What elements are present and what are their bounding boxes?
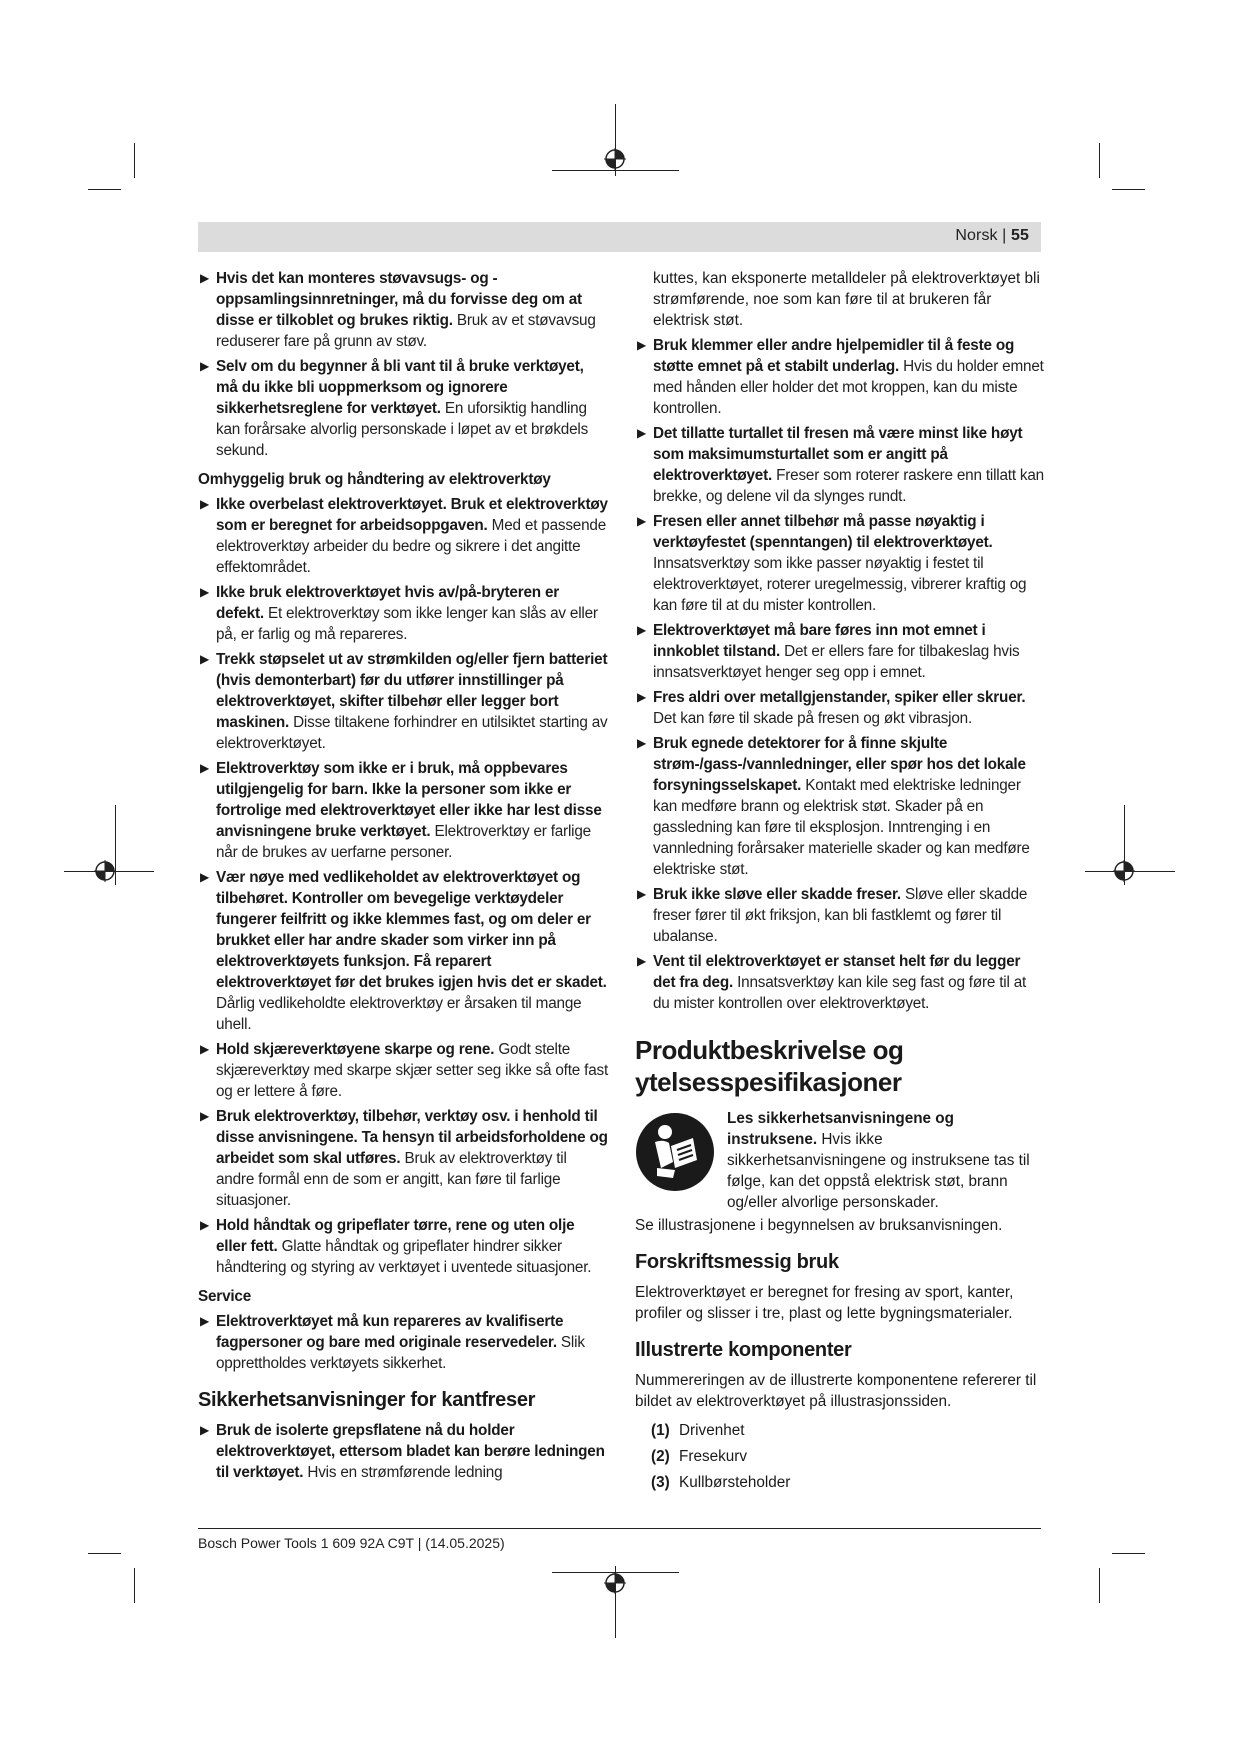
safety-item — [198, 1420, 608, 1483]
safety-item — [635, 951, 1045, 1014]
crop-mark — [1099, 143, 1100, 178]
item-text: Godt stelte skjæreverktøy med skarpe skjær setter seg ikke så ofte fast og er lettere å føre. — [216, 1041, 608, 1100]
registration-line — [552, 170, 679, 171]
item-bold: Ikke overbelast elektroverktøyet. Bruk et elektroverktøy som er beregnet for arbeidsoppgaven. — [216, 496, 608, 534]
bullet-triangle-icon: ▶ — [200, 1218, 210, 1232]
crop-mark — [88, 1553, 121, 1554]
crop-mark — [1099, 1568, 1100, 1603]
safety-warning-block — [635, 1108, 1045, 1213]
bullet-triangle-icon: ▶ — [200, 271, 210, 285]
page-header — [198, 222, 1041, 252]
bullet-triangle-icon: ▶ — [200, 359, 210, 373]
main-heading: Produktbeskrivelse og ytelsesspesifikasjoner — [635, 1035, 904, 1097]
component-number: (1) — [651, 1422, 670, 1439]
item-bold: Bruk ikke sløve eller skadde freser. — [653, 886, 901, 903]
safety-item — [635, 733, 1045, 880]
component-number: (3) — [651, 1474, 670, 1491]
bullet-triangle-icon: ▶ — [637, 736, 647, 750]
crop-mark — [134, 143, 135, 178]
item-text: Disse tiltakene forhindrer en utilsiktet starting av elektroverktøyet. — [216, 714, 608, 752]
item-text: Kontakt med elektriske ledninger kan medføre brann og elektrisk støt. Skader på en gassledning kan føre til eksplosjon. Inntrenging i en vannledning forårsaker materielle skader og kan medføre elektriske støt. — [653, 777, 1030, 878]
registration-target-icon — [604, 148, 626, 170]
bullet-triangle-icon: ▶ — [637, 338, 647, 352]
item-text: Glatte håndtak og gripeflater hindrer sikker håndtering og styring av verktøyet i uventede situasjoner. — [216, 1238, 592, 1276]
item-text: Sløve eller skadde freser fører til økt friksjon, kan bli fastklemt og fører til ubalanse. — [653, 886, 1028, 945]
bullet-triangle-icon: ▶ — [200, 1314, 210, 1328]
item-text: Bruk av elektroverktøy til andre formål enn de som er angitt, kan føre til farlige situasjoner. — [216, 1150, 567, 1209]
safety-item — [635, 884, 1045, 947]
bullet-triangle-icon: ▶ — [637, 954, 647, 968]
component-label: Fresekurv — [679, 1448, 747, 1465]
item-text: Dårlig vedlikeholdte elektroverktøy er årsaken til mange uhell. — [216, 995, 582, 1033]
header-language: Norsk — [955, 227, 998, 244]
item-bold: Bruk elektroverktøy, tilbehør, verktøy osv. i henhold til disse anvisningene. Ta hensyn til arbeidsforholdene og arbeidet som skal utføres. — [216, 1108, 608, 1167]
section-heading: Illustrerte komponenter — [635, 1339, 852, 1361]
bullet-triangle-icon: ▶ — [200, 497, 210, 511]
component-number: (2) — [651, 1448, 670, 1465]
safety-item — [198, 649, 608, 754]
component-item — [651, 1472, 1045, 1493]
safety-item — [635, 620, 1045, 683]
header-separator: | — [997, 227, 1011, 244]
item-text: Det kan føre til skade på fresen og økt vibrasjon. — [653, 710, 973, 727]
safety-item — [635, 687, 1045, 729]
item-text: Innsatsverktøy som ikke passer nøyaktig i festet til elektroverktøyet, roterer uregelmessig, vibrerer kraftig og kan føre til at du mister kontrollen. — [653, 555, 1027, 614]
item-bold: Det tillatte turtallet til fresen må være minst like høyt som maksimumsturtallet som er angitt på elektroverktøyet. — [653, 425, 1023, 484]
crop-mark — [1112, 189, 1145, 190]
item-bold: Hold håndtak og gripeflater tørre, rene og uten olje eller fett. — [216, 1217, 575, 1255]
left-column — [198, 268, 608, 1487]
bullet-triangle-icon: ▶ — [200, 870, 210, 884]
safety-item — [635, 335, 1045, 419]
safety-item — [198, 1215, 608, 1278]
item-bold: Selv om du begynner å bli vant til å bruke verktøyet, må du ikke bli uoppmerksom og ignorere sikkerhetsreglene for verktøyet. — [216, 358, 584, 417]
safety-item — [198, 582, 608, 645]
item-text: Freser som roterer raskere enn tillatt kan brekke, og delene vil da slynges rundt. — [653, 467, 1044, 505]
component-label: Kullbørsteholder — [679, 1474, 791, 1491]
safety-item — [198, 758, 608, 863]
page-number-label — [955, 227, 1029, 245]
item-text: Bruk av et støvavsug reduserer fare på grunn av støv. — [216, 312, 596, 350]
safety-item — [635, 423, 1045, 507]
component-item — [651, 1446, 1045, 1467]
item-text: Elektroverktøy er farlige når de brukes av uerfarne personer. — [216, 823, 591, 861]
item-bold: Fresen eller annet tilbehør må passe nøyaktig i verktøyfestet (spenntangen) til elektroverktøyet. — [653, 513, 993, 551]
crop-mark — [134, 1568, 135, 1603]
item-bold: Hvis det kan monteres støvavsugs- og -oppsamlingsinnretninger, må du forvisse deg om at disse er tilkoblet og brukes riktig. — [216, 270, 582, 329]
item-bold: Vær nøye med vedlikeholdet av elektroverktøyet og tilbehøret. Kontroller om bevegelige verktøydeler fungerer feilfritt og ikke klemmes fast, og om deler er brukket eller har andre skader som virker inn på elektroverktøyets funksjon. Få reparert elektroverktøyet før det brukes igjen hvis det er skadet. — [216, 869, 607, 991]
bullet-triangle-icon: ▶ — [637, 690, 647, 704]
safety-item — [198, 268, 608, 352]
registration-target-icon — [94, 860, 116, 882]
bullet-triangle-icon: ▶ — [637, 887, 647, 901]
bullet-triangle-icon: ▶ — [200, 1109, 210, 1123]
item-text: Innsatsverktøy kan kile seg fast og føre til at du mister kontrollen over elektroverktøyet. — [653, 974, 1027, 1012]
item-bold: Elektroverktøyet må kun repareres av kvalifiserte fagpersoner og bare med originale reservedeler. — [216, 1313, 564, 1351]
item-text: En uforsiktig handling kan forårsake alvorlig personskade i løpet av et brøkdels sekund. — [216, 400, 589, 459]
right-column — [635, 268, 1045, 1498]
item-bold: Trekk støpselet ut av strømkilden og/eller fjern batteriet (hvis demonterbart) før du utfører innstillinger på elektroverktøyet, skifter tilbehør eller legger bort maskinen. — [216, 651, 608, 731]
safety-item — [635, 511, 1045, 616]
see-illustrations-text: Se illustrasjonene i begynnelsen av bruksanvisningen. — [635, 1217, 1003, 1234]
bullet-triangle-icon: ▶ — [637, 623, 647, 637]
warning-text: Hvis ikke sikkerhetsanvisningene og instruksene tas til følge, kan det oppstå elektrisk støt, brann og/eller alvorlige personskader. — [727, 1131, 1030, 1211]
intended-use-text: Elektroverktøyet er beregnet for fresing av sport, kanter, profiler og slisser i tre, plast og lette bygningsmaterialer. — [635, 1284, 1014, 1322]
subheading: Service — [198, 1288, 252, 1305]
component-label: Drivenhet — [679, 1422, 745, 1439]
registration-target-icon — [604, 1572, 626, 1594]
bullet-triangle-icon: ▶ — [200, 585, 210, 599]
item-bold: Bruk klemmer eller andre hjelpemidler til å feste og støtte emnet på et stabilt underlag. — [653, 337, 1015, 375]
safety-item — [198, 356, 608, 461]
component-list — [635, 1420, 1045, 1493]
safety-item — [198, 1039, 608, 1102]
item-text: Det er ellers fare for tilbakeslag hvis innsatsverktøyet henger seg opp i emnet. — [653, 643, 1020, 681]
component-item — [651, 1420, 1045, 1441]
section-heading: Sikkerhetsanvisninger for kantfreser — [198, 1389, 536, 1411]
section-heading: Forskriftsmessig bruk — [635, 1251, 839, 1273]
bullet-triangle-icon: ▶ — [200, 761, 210, 775]
item-text: Et elektroverktøy som ikke lenger kan slås av eller på, er farlig og må repareres. — [216, 605, 598, 643]
item-bold: Fres aldri over metallgjenstander, spiker eller skruer. — [653, 689, 1026, 706]
page-footer: Bosch Power Tools 1 609 92A C9T | (14.05.2025) — [198, 1535, 505, 1551]
warning-bold: Les sikkerhetsanvisningene og instruksene. — [727, 1110, 954, 1148]
safety-item — [198, 867, 608, 1035]
item-bold: Elektroverktøy som ikke er i bruk, må oppbevares utilgjengelig for barn. Ikke la personer som ikke er fortrolige med elektroverktøyet eller ikke har lest disse anvisningene bruke verktøyet. — [216, 760, 602, 840]
item-text: Slik opprettholdes verktøyets sikkerhet. — [216, 1334, 585, 1372]
item-bold: Bruk de isolerte grepsflatene nå du holder elektroverktøyet, ettersom bladet kan berøre ledningen til verktøyet. — [216, 1422, 605, 1481]
subheading: Omhyggelig bruk og håndtering av elektroverktøy — [198, 471, 551, 488]
item-text: Hvis en strømførende ledning — [303, 1464, 503, 1481]
components-intro: Nummereringen av de illustrerte komponentene refererer til bildet av elektroverktøyet på illustrasjonssiden. — [635, 1372, 1037, 1410]
bullet-triangle-icon: ▶ — [637, 426, 647, 440]
item-bold: Ikke bruk elektroverktøyet hvis av/på-bryteren er defekt. — [216, 584, 560, 622]
page-number: 55 — [1011, 227, 1029, 244]
bullet-triangle-icon: ▶ — [200, 1423, 210, 1437]
item-bold: Vent til elektroverktøyet er stanset helt før du legger det fra deg. — [653, 953, 1021, 991]
item-bold: Bruk egnede detektorer for å finne skjulte strøm-/gass-/vannledninger, eller spør hos det lokale forsyningsselskapet. — [653, 735, 1026, 794]
safety-item — [198, 1311, 608, 1374]
safety-item — [198, 1106, 608, 1211]
item-text: Hvis du holder emnet med hånden eller holder det mot kroppen, kan du miste kontrollen. — [653, 358, 1044, 417]
crop-mark — [88, 189, 121, 190]
item-bold: Elektroverktøyet må bare føres inn mot emnet i innkoblet tilstand. — [653, 622, 986, 660]
bullet-triangle-icon: ▶ — [200, 1042, 210, 1056]
continued-text: kuttes, kan eksponerte metalldeler på elektroverktøyet bli strømførende, noe som kan føre til at brukeren får elektrisk støt. — [653, 270, 1040, 329]
bullet-triangle-icon: ▶ — [200, 652, 210, 666]
footer-rule — [198, 1528, 1041, 1529]
item-bold: Hold skjæreverktøyene skarpe og rene. — [216, 1041, 495, 1058]
safety-item — [198, 494, 608, 578]
bullet-triangle-icon: ▶ — [637, 514, 647, 528]
item-text: Med et passende elektroverktøy arbeider du bedre og sikrere i det angitte effektområdet. — [216, 517, 607, 576]
read-manual-icon — [635, 1112, 715, 1192]
crop-mark — [1112, 1553, 1145, 1554]
registration-target-icon — [1113, 860, 1135, 882]
